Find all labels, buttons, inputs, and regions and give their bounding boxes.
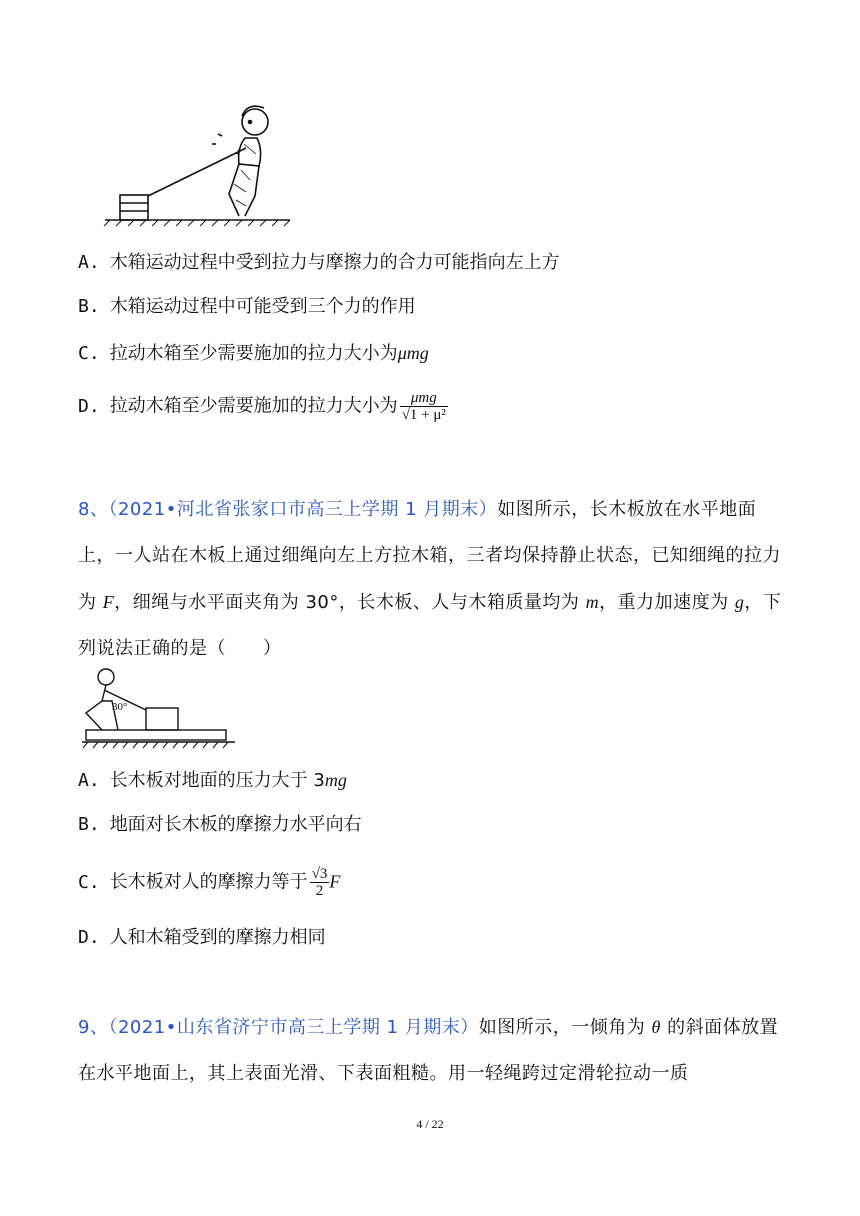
q9-stem-text-1: 如图所示，一倾角为 — [478, 1017, 652, 1038]
option-math: mg — [324, 770, 347, 790]
q8-option-d — [78, 925, 326, 951]
q8-stem-text-2: ，细绳与水平面夹角为 30°，长木板、人与木箱质量均为 — [114, 592, 586, 613]
option-label: A. — [78, 252, 100, 273]
fraction-numerator: μmg — [400, 390, 448, 407]
q8-stem-text-3: ，重力加速度为 — [599, 592, 735, 613]
var-f: F — [102, 592, 115, 612]
option-text: 拉动木箱至少需要施加的拉力大小为 — [109, 395, 398, 417]
option-text: 人和木箱受到的摩擦力相同 — [109, 927, 326, 948]
fraction — [400, 390, 448, 423]
option-text: 长木板对地面的压力大于 3 — [109, 770, 325, 791]
option-label: D. — [78, 395, 100, 417]
fraction — [310, 866, 330, 899]
option-text: 木箱运动过程中受到拉力与摩擦力的合力可能指向左上方 — [109, 252, 560, 273]
option-text: 拉动木箱至少需要施加的拉力大小为 — [109, 343, 398, 364]
q9-source: （2021•山东省济宁市高三上学期 1 月期末） — [108, 1017, 479, 1038]
fraction-denominator-text: 1 + μ² — [409, 407, 446, 423]
var-g: g — [734, 592, 745, 612]
q8-stem-text-1: 如图所示，长木板放在水平地面上，一人站在木板上通过细绳向左上方拉木箱，三者均保持静止状态，已知细绳的拉力为 — [78, 499, 781, 613]
option-text: 木箱运动过程中可能受到三个力的作用 — [109, 296, 416, 317]
option-math: F — [329, 871, 341, 892]
q7-option-a — [78, 250, 560, 276]
option-text: 地面对长木板的摩擦力水平向右 — [109, 814, 362, 835]
option-label: B. — [78, 814, 100, 835]
q8-option-c — [78, 866, 340, 899]
var-m: m — [585, 592, 600, 612]
fraction-denominator: √1 + μ² — [401, 407, 446, 423]
page-number: 4 / 22 — [416, 1117, 444, 1131]
option-label: D. — [78, 927, 100, 948]
q9-number: 9、 — [78, 1017, 109, 1038]
option-label: C. — [78, 343, 100, 364]
q8-figure-angle: 30° — [112, 701, 128, 713]
q7-option-c — [78, 340, 429, 367]
var-theta: θ — [651, 1017, 661, 1037]
q8-figure — [80, 662, 240, 752]
q8-source: （2021•河北省张家口市高三上学期 1 月期末） — [108, 499, 498, 520]
option-text: 长木板对人的摩擦力等于 — [109, 871, 308, 893]
option-label: C. — [78, 871, 100, 893]
q9-stem — [78, 1004, 790, 1097]
q8-number: 8、 — [78, 499, 109, 520]
q8-stem-text-4: ，下列说法正确的是（ ） — [78, 592, 782, 659]
q7-figure — [100, 100, 300, 230]
option-label: A. — [78, 770, 100, 791]
fraction-numerator: √3 — [311, 866, 328, 882]
q8-option-a — [78, 767, 347, 794]
q8-option-b — [78, 812, 362, 838]
q8-stem — [78, 487, 790, 672]
option-label: B. — [78, 296, 100, 317]
option-math: μmg — [397, 343, 429, 363]
q7-option-d — [78, 390, 448, 423]
q7-option-b — [78, 294, 416, 320]
q9-stem-text-2: 的斜面体放置在水平地面上，其上表面光滑、下表面粗糙。用一轻绳跨过定滑轮拉动一质 — [78, 1017, 779, 1084]
fraction-denominator: 2 — [315, 883, 324, 899]
